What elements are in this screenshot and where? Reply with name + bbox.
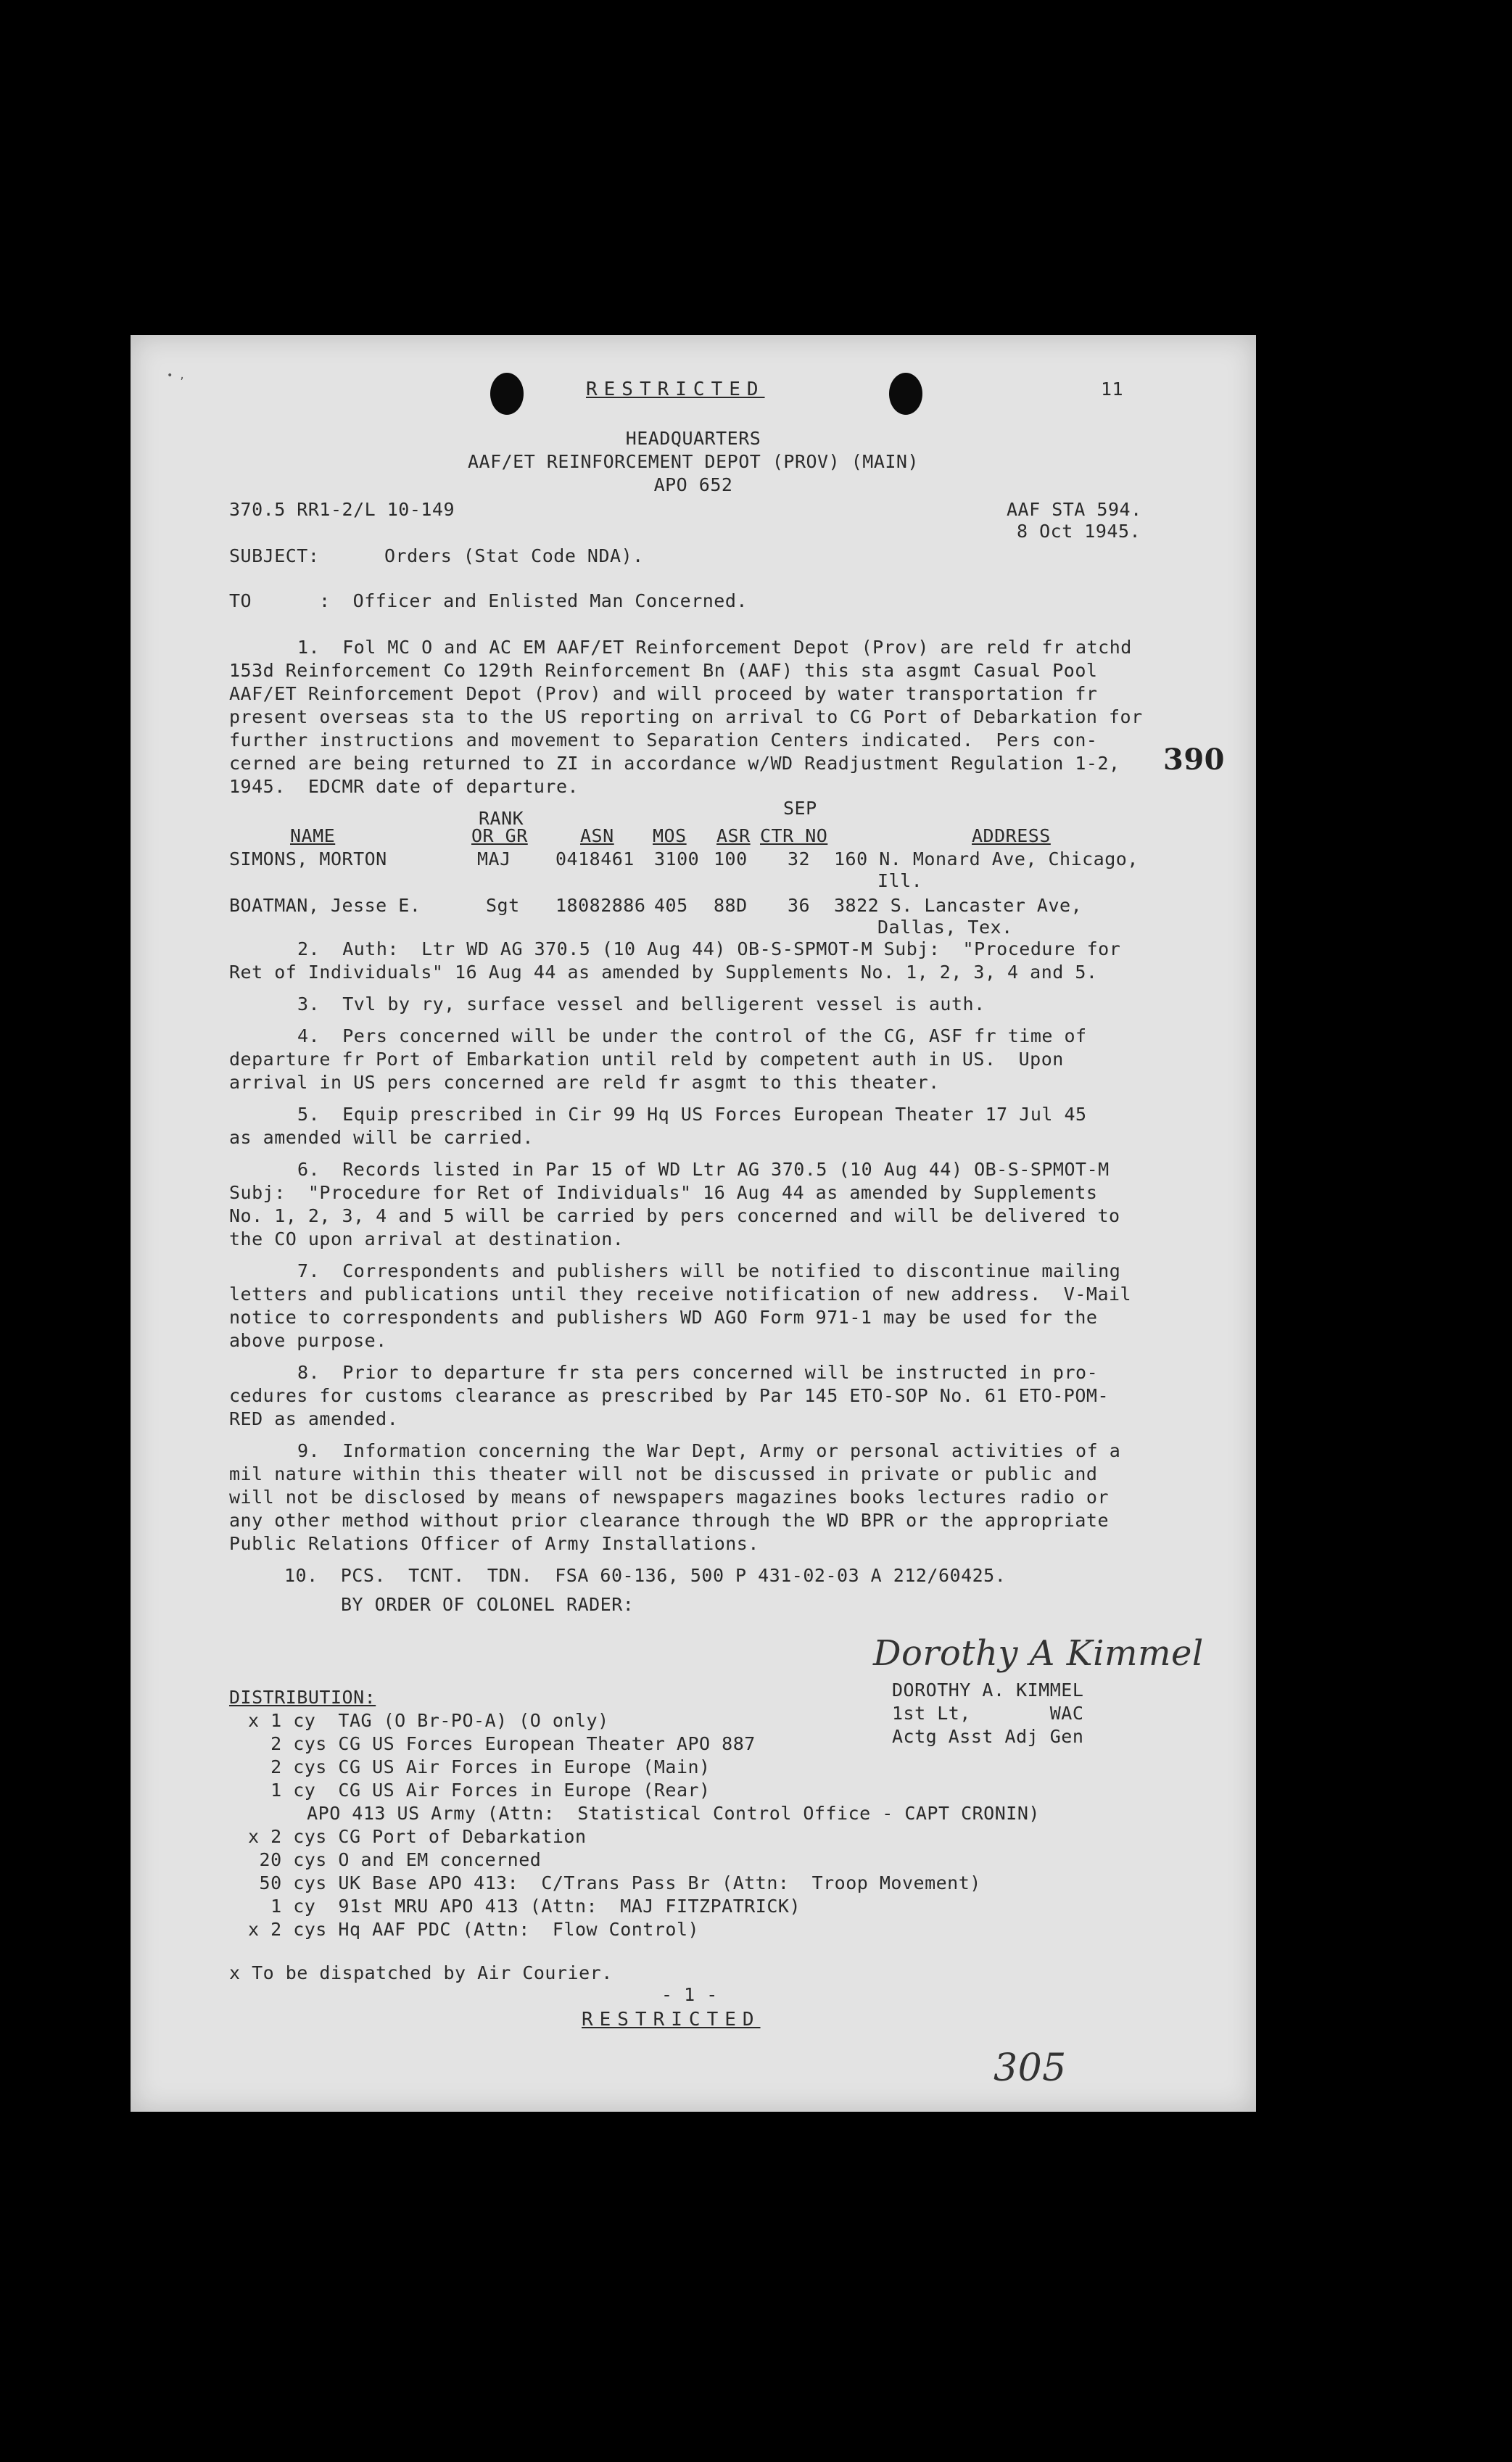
subject-label: SUBJECT: [229, 545, 320, 566]
file-reference: 370.5 RR1-2/L 10-149 [229, 499, 455, 520]
distribution-label: DISTRIBUTION: [229, 1687, 376, 1708]
distribution-footnote: x To be dispatched by Air Courier. [229, 1962, 613, 1983]
paragraph-7-line: 7. Correspondents and publishers will be notified to discontinue mailing [297, 1260, 1121, 1281]
station: AAF STA 594. [1007, 499, 1142, 520]
document-page [131, 335, 1256, 2112]
paragraph-4-line: 4. Pers concerned will be under the control of the CG, ASF fr time of [297, 1025, 1087, 1046]
paragraph-4-line: arrival in US pers concerned are reld fr asgmt to this theater. [229, 1072, 940, 1093]
org-line-3: APO 652 [653, 474, 733, 495]
roster-header-sep-top: SEP [783, 798, 817, 819]
roster-name: SIMONS, MORTON [229, 848, 387, 869]
paragraph-10: 10. PCS. TCNT. TDN. FSA 60-136, 500 P 431-02-03 A 212/60425. [284, 1565, 1007, 1586]
paragraph-9-line: 9. Information concerning the War Dept, Army or personal activities of a [297, 1440, 1121, 1461]
page-number: 11 [1101, 379, 1124, 400]
punch-hole [889, 373, 922, 415]
roster-header-rank-top: RANK [479, 808, 524, 829]
punch-hole [490, 373, 524, 415]
to-label: TO [229, 590, 252, 611]
roster-name: BOATMAN, Jesse E. [229, 895, 421, 916]
paragraph-2-line: 2. Auth: Ltr WD AG 370.5 (10 Aug 44) OB-S-SPMOT-M Subj: "Procedure for [297, 938, 1121, 959]
classification-bottom: RESTRICTED [582, 2009, 761, 2031]
roster-header-address: ADDRESS [972, 825, 1051, 846]
distribution-line: x 2 cys Hq AAF PDC (Attn: Flow Control) [248, 1919, 700, 1940]
paragraph-1-line: 153d Reinforcement Co 129th Reinforcement Bn (AAF) this sta asgmt Casual Pool [229, 660, 1098, 681]
paragraph-5-line: 5. Equip prescribed in Cir 99 Hq US Forces European Theater 17 Jul 45 [297, 1104, 1087, 1125]
distribution-line: x 1 cy TAG (O Br-PO-A) (O only) [248, 1710, 609, 1731]
distribution-line: 20 cys O and EM concerned [248, 1849, 542, 1870]
paragraph-6-line: Subj: "Procedure for Ret of Individuals" 16 Aug 44 as amended by Supplements [229, 1182, 1098, 1203]
roster-asn: 18082886 [555, 895, 646, 916]
signatory-name: DOROTHY A. KIMMEL [892, 1680, 1084, 1701]
paragraph-8-line: 8. Prior to departure fr sta pers concerned will be instructed in pro- [297, 1362, 1099, 1383]
paragraph-1-line: further instructions and movement to Separation Centers indicated. Pers con- [229, 730, 1098, 751]
classification-top: RESTRICTED [586, 379, 765, 400]
paragraph-6-line: No. 1, 2, 3, 4 and 5 will be carried by pers concerned and will be delivered to [229, 1205, 1120, 1226]
paragraph-1-line: 1. Fol MC O and AC EM AAF/ET Reinforcement Depot (Prov) are reld fr atchd [297, 637, 1132, 658]
paragraph-1-line: AAF/ET Reinforcement Depot (Prov) and will proceed by water transportation fr [229, 683, 1098, 704]
signatory-title: Actg Asst Adj Gen [892, 1726, 1084, 1747]
roster-address-1: 3822 S. Lancaster Ave, [834, 895, 1083, 916]
paragraph-2-line: Ret of Individuals" 16 Aug 44 as amended by Supplements No. 1, 2, 3, 4 and 5. [229, 962, 1098, 983]
roster-asr: 88D [714, 895, 748, 916]
distribution-line: 1 cy 91st MRU APO 413 (Attn: MAJ FITZPATRICK) [248, 1896, 801, 1917]
roster-header-asr: ASR [716, 825, 751, 846]
paragraph-5-line: as amended will be carried. [229, 1127, 534, 1148]
paragraph-9-line: mil nature within this theater will not be discussed in private or public and [229, 1463, 1098, 1484]
page-marker: - 1 - [661, 1984, 718, 2005]
org-line-1: HEADQUARTERS [625, 428, 761, 449]
paragraph-7-line: letters and publications until they receive notification of new address. V-Mail [229, 1284, 1132, 1305]
paragraph-1-line: cerned are being returned to ZI in accordance w/WD Readjustment Regulation 1-2, [229, 753, 1120, 774]
paragraph-6-line: the CO upon arrival at destination. [229, 1228, 624, 1249]
roster-mos: 405 [654, 895, 688, 916]
order-date: 8 Oct 1945. [1017, 521, 1141, 542]
order-line: BY ORDER OF COLONEL RADER: [341, 1594, 635, 1615]
roster-sep: 32 [788, 848, 811, 869]
distribution-line: 50 cys UK Base APO 413: C/Trans Pass Br (Attn: Troop Movement) [248, 1872, 981, 1893]
handwritten-page-number: 305 [993, 2046, 1067, 2090]
paragraph-1-line: 1945. EDCMR date of departure. [229, 776, 579, 797]
roster-address-2: Ill. [877, 870, 923, 891]
paragraph-4-line: departure fr Port of Embarkation until reld by competent auth in US. Upon [229, 1049, 1064, 1070]
roster-address-1: 160 N. Monard Ave, Chicago, [834, 848, 1139, 869]
signatory-rank: 1st Lt, WAC [892, 1703, 1084, 1724]
roster-header-rank-bottom: OR GR [471, 825, 528, 846]
subject-text: Orders (Stat Code NDA). [384, 545, 644, 566]
roster-mos: 3100 [654, 848, 700, 869]
paragraph-9-line: any other method without prior clearance through the WD BPR or the appropriate [229, 1510, 1109, 1531]
paragraph-6-line: 6. Records listed in Par 15 of WD Ltr AG 370.5 (10 Aug 44) OB-S-SPMOT-M [297, 1159, 1110, 1180]
roster-header-name: NAME [290, 825, 336, 846]
roster-header-mos: MOS [653, 825, 687, 846]
roster-sep: 36 [788, 895, 811, 916]
roster-rank: MAJ [477, 848, 511, 869]
paragraph-9-line: will not be disclosed by means of newspapers magazines books lectures radio or [229, 1487, 1109, 1508]
to-text: : Officer and Enlisted Man Concerned. [319, 590, 748, 611]
distribution-line: 2 cys CG US Air Forces in Europe (Main) [248, 1756, 711, 1777]
distribution-line: APO 413 US Army (Attn: Statistical Control Office - CAPT CRONIN) [284, 1803, 1040, 1824]
org-line-2: AAF/ET REINFORCEMENT DEPOT (PROV) (MAIN) [467, 451, 920, 472]
roster-header-sep-bottom: CTR NO [760, 825, 828, 846]
roster-asn: 0418461 [555, 848, 635, 869]
paragraph-7-line: notice to correspondents and publishers WD AGO Form 971-1 may be used for the [229, 1307, 1098, 1328]
paragraph-9-line: Public Relations Officer of Army Installations. [229, 1533, 759, 1554]
distribution-line: 2 cys CG US Forces European Theater APO 887 [248, 1733, 756, 1754]
paragraph-3: 3. Tvl by ry, surface vessel and belligerent vessel is auth. [297, 994, 986, 1015]
stamp-number: 390 [1163, 743, 1225, 777]
distribution-line: x 2 cys CG Port of Debarkation [248, 1826, 587, 1847]
paragraph-7-line: above purpose. [229, 1330, 387, 1351]
roster-header-asn: ASN [580, 825, 614, 846]
roster-address-2: Dallas, Tex. [877, 917, 1013, 938]
paragraph-1-line: present overseas sta to the US reporting on arrival to CG Port of Debarkation for [229, 706, 1143, 727]
paragraph-8-line: RED as amended. [229, 1408, 399, 1429]
corner-mark: • , [167, 370, 186, 381]
roster-rank: Sgt [486, 895, 520, 916]
paragraph-8-line: cedures for customs clearance as prescribed by Par 145 ETO-SOP No. 61 ETO-POM- [229, 1385, 1109, 1406]
distribution-line: 1 cy CG US Air Forces in Europe (Rear) [248, 1780, 711, 1801]
handwritten-signature: Dorothy A Kimmel [873, 1633, 1204, 1674]
roster-asr: 100 [714, 848, 748, 869]
